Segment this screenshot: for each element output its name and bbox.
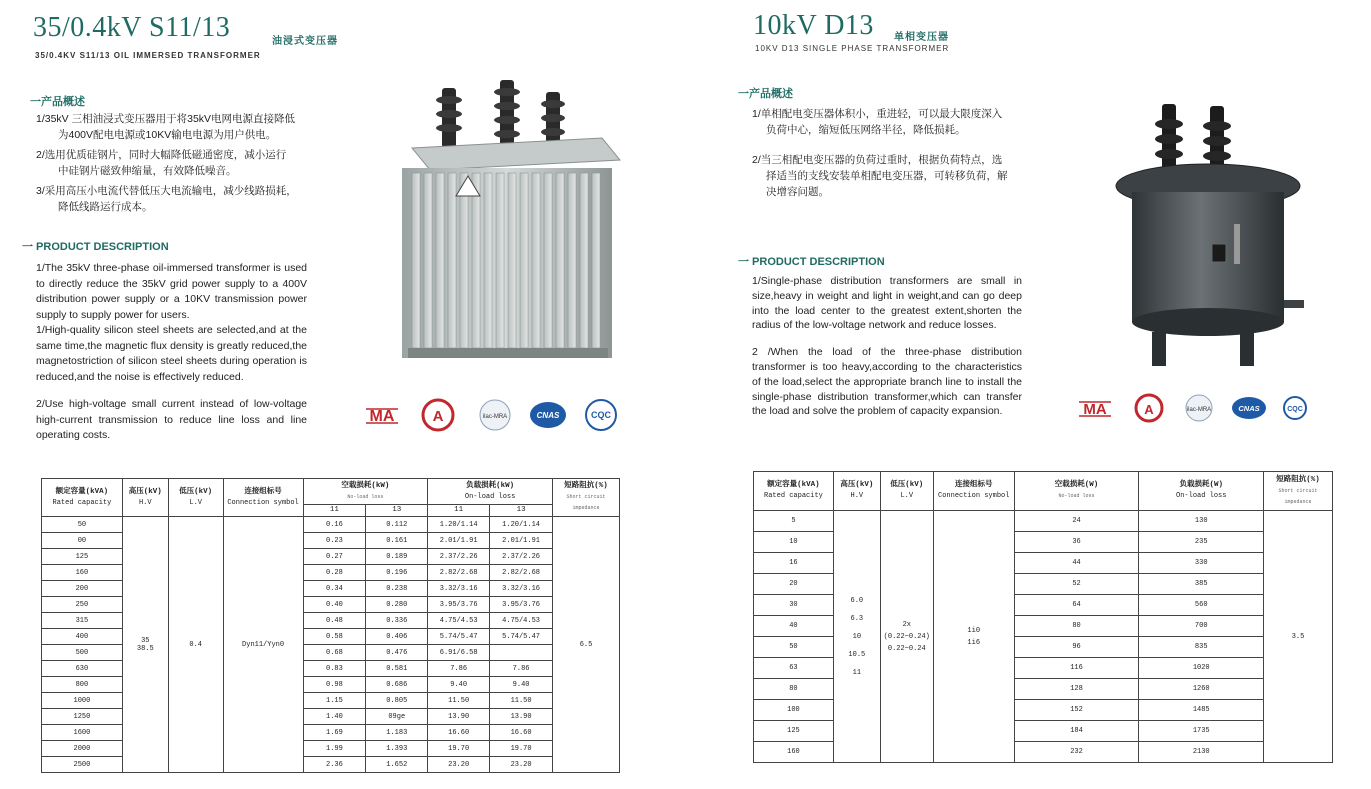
- right-description-heading: 一 PRODUCT DESCRIPTION: [738, 256, 885, 268]
- header-connection: 连接组标号 Connection symbol: [933, 472, 1014, 511]
- noload-cell: 44: [1014, 553, 1139, 574]
- capacity-cell: 16: [754, 553, 834, 574]
- capacity-cell: 63: [754, 658, 834, 679]
- onload-11-cell: 19.70: [428, 741, 490, 757]
- noload-cell: 64: [1014, 595, 1139, 616]
- noload-13-cell: 0.161: [366, 533, 428, 549]
- noload-cell: 152: [1014, 700, 1139, 721]
- onload-13-cell: [490, 645, 553, 661]
- svg-text:ilac-MRA: ilac-MRA: [482, 414, 508, 420]
- onload-11-cell: 23.20: [428, 757, 490, 773]
- left-certification-logos: [362, 398, 620, 432]
- capacity-cell: 100: [754, 700, 834, 721]
- onload-13-cell: 11.50: [490, 693, 553, 709]
- onload-11-cell: 4.75/4.53: [428, 613, 490, 629]
- onload-11-cell: 6.91/6.58: [428, 645, 490, 661]
- cqc-logo-icon: [1282, 395, 1308, 421]
- right-page-subtitle: 10KV D13 SINGLE PHASE TRANSFORMER: [755, 44, 950, 53]
- capacity-cell: 5: [754, 511, 834, 532]
- list-item: 3/采用高压小电流代替低压大电流输电，减少线路损耗， 降低线路运行成本。: [36, 185, 297, 213]
- connection-cell: Dyn11/Yyn0: [223, 517, 303, 773]
- noload-13-cell: 0.280: [366, 597, 428, 613]
- impedance-cell: 3.5: [1264, 511, 1333, 763]
- capacity-cell: 1250: [42, 709, 123, 725]
- noload-cell: 128: [1014, 679, 1139, 700]
- header-lv: 低压(kV) L.V: [880, 472, 933, 511]
- svg-text:MA: MA: [369, 408, 395, 425]
- noload-11-cell: 1.40: [303, 709, 366, 725]
- noload-13-cell: 1.652: [366, 757, 428, 773]
- noload-13-cell: 0.476: [366, 645, 428, 661]
- header-impedance: 短路阻抗(%) Short circuit impedance: [1264, 472, 1333, 511]
- onload-cell: 330: [1139, 553, 1264, 574]
- onload-cell: 1020: [1139, 658, 1264, 679]
- capacity-cell: 80: [754, 679, 834, 700]
- onload-cell: 385: [1139, 574, 1264, 595]
- svg-text:CQC: CQC: [1287, 406, 1303, 413]
- noload-11-cell: 0.98: [303, 677, 366, 693]
- svg-text:CQC: CQC: [591, 410, 611, 420]
- capacity-cell: 50: [42, 517, 123, 533]
- onload-11-cell: 2.82/2.68: [428, 565, 490, 581]
- noload-cell: 184: [1014, 721, 1139, 742]
- header-hv: 高压(kV) H.V: [122, 479, 168, 517]
- right-spec-table: [753, 471, 1333, 763]
- noload-cell: 36: [1014, 532, 1139, 553]
- header-impedance: 短路阻抗(%) Short circuit impedance: [553, 479, 620, 517]
- subheader-13: 13: [490, 505, 553, 517]
- onload-cell: 130: [1139, 511, 1264, 532]
- onload-13-cell: 7.86: [490, 661, 553, 677]
- capacity-cell: 400: [42, 629, 123, 645]
- capacity-cell: 1600: [42, 725, 123, 741]
- noload-13-cell: 0.686: [366, 677, 428, 693]
- onload-13-cell: 19.70: [490, 741, 553, 757]
- capacity-cell: 20: [754, 574, 834, 595]
- onload-11-cell: 3.95/3.76: [428, 597, 490, 613]
- onload-cell: 2130: [1139, 742, 1264, 763]
- noload-13-cell: 0.112: [366, 517, 428, 533]
- noload-13-cell: 0.336: [366, 613, 428, 629]
- single-phase-transformer-image: [1112, 94, 1334, 374]
- table-row: [42, 517, 620, 533]
- onload-cell: 235: [1139, 532, 1264, 553]
- svg-text:ilac-MRA: ilac-MRA: [1186, 407, 1212, 413]
- ilac-mra-logo-icon: [478, 398, 512, 432]
- capacity-cell: 125: [42, 549, 123, 565]
- noload-11-cell: 0.48: [303, 613, 366, 629]
- noload-13-cell: 0.189: [366, 549, 428, 565]
- capacity-cell: 630: [42, 661, 123, 677]
- capacity-cell: 1000: [42, 693, 123, 709]
- onload-cell: 835: [1139, 637, 1264, 658]
- noload-cell: 232: [1014, 742, 1139, 763]
- noload-11-cell: 2.36: [303, 757, 366, 773]
- capacity-cell: 30: [754, 595, 834, 616]
- capacity-cell: 50: [754, 637, 834, 658]
- noload-11-cell: 0.68: [303, 645, 366, 661]
- onload-13-cell: 23.20: [490, 757, 553, 773]
- header-onload: 负载损耗(kW) On-load loss: [428, 479, 553, 505]
- onload-13-cell: 3.95/3.76: [490, 597, 553, 613]
- right-page-title: 10kV D13: [753, 10, 874, 41]
- svg-text:MA: MA: [1083, 401, 1107, 418]
- noload-13-cell: 0.805: [366, 693, 428, 709]
- right-overview-list: [752, 106, 1042, 200]
- connection-cell: 1i0 1i6: [933, 511, 1014, 763]
- header-capacity: 额定容量(kVA) Rated capacity: [754, 472, 834, 511]
- noload-13-cell: 0.406: [366, 629, 428, 645]
- table-row: [754, 511, 1333, 532]
- cal-logo-icon: [1130, 393, 1168, 423]
- svg-text:A: A: [432, 408, 444, 425]
- list-item: 2/选用优质硅钢片，同时大幅降低磁通密度，减小运行 中硅钢片磁致伸缩量，有效降低噪音。: [36, 149, 287, 177]
- onload-13-cell: 13.90: [490, 709, 553, 725]
- header-hv: 高压(kV) H.V: [833, 472, 880, 511]
- header-connection: 连接组标号 Connection symbol: [223, 479, 303, 517]
- left-page-subtitle: 35/0.4KV S11/13 OIL IMMERSED TRANSFORMER: [35, 51, 261, 60]
- onload-11-cell: 9.40: [428, 677, 490, 693]
- header-lv: 低压(kV) L.V: [168, 479, 223, 517]
- list-item: 2/当三相配电变压器的负荷过重时，根据负荷特点，选 择适当的支线安装单相配电变压器，可转移负荷，解 决增容问题。: [752, 154, 1008, 198]
- capacity-cell: 10: [754, 532, 834, 553]
- left-description-text: [36, 261, 307, 444]
- capacity-cell: 500: [42, 645, 123, 661]
- capacity-cell: 800: [42, 677, 123, 693]
- onload-cell: 700: [1139, 616, 1264, 637]
- right-page-title-cn: 单相变压器: [894, 32, 949, 43]
- capacity-cell: 00: [42, 533, 123, 549]
- noload-cell: 96: [1014, 637, 1139, 658]
- onload-11-cell: 13.90: [428, 709, 490, 725]
- ilac-mra-logo-icon: [1182, 393, 1216, 423]
- header-noload: 空载损耗(kW) No-load loss: [303, 479, 428, 505]
- left-description-heading: 一 PRODUCT DESCRIPTION: [22, 241, 169, 253]
- noload-13-cell: 0.581: [366, 661, 428, 677]
- left-spec-table: [41, 478, 620, 773]
- onload-11-cell: 2.01/1.91: [428, 533, 490, 549]
- onload-cell: 1735: [1139, 721, 1264, 742]
- onload-13-cell: 1.20/1.14: [490, 517, 553, 533]
- noload-11-cell: 1.15: [303, 693, 366, 709]
- right-description-text: [752, 274, 1022, 419]
- lv-cell: 2x (0.22~0.24) 0.22~0.24: [880, 511, 933, 763]
- noload-11-cell: 0.34: [303, 581, 366, 597]
- noload-11-cell: 0.23: [303, 533, 366, 549]
- noload-11-cell: 1.69: [303, 725, 366, 741]
- onload-11-cell: 16.60: [428, 725, 490, 741]
- description-paragraph: 1/Single-phase distribution transformers are small in size,heavy in weight and light in weight,and can go deep into the load center to the greatest extent,shorten the radius of the low-voltage network and reduce losses.: [752, 275, 1022, 332]
- capacity-cell: 160: [42, 565, 123, 581]
- header-capacity: 额定容量(kVA) Rated capacity: [42, 479, 123, 517]
- noload-cell: 24: [1014, 511, 1139, 532]
- capacity-cell: 200: [42, 581, 123, 597]
- noload-11-cell: 0.40: [303, 597, 366, 613]
- svg-text:CNAS: CNAS: [536, 411, 560, 420]
- cqc-logo-icon: [582, 398, 620, 432]
- left-page-title: 35/0.4kV S11/13: [33, 12, 231, 43]
- onload-cell: 1260: [1139, 679, 1264, 700]
- right-overview-heading: 一产品概述: [738, 88, 793, 100]
- capacity-cell: 40: [754, 616, 834, 637]
- noload-13-cell: 0.238: [366, 581, 428, 597]
- noload-13-cell: 1.393: [366, 741, 428, 757]
- description-paragraph: 1/High-quality silicon steel sheets are selected,and at the same time,the magnetic flux density is greatly reduced,the magnetostriction of silicon steel sheets during operation is reduced,and the noise is effectively reduced.: [36, 324, 307, 383]
- onload-11-cell: 2.37/2.26: [428, 549, 490, 565]
- noload-11-cell: 0.28: [303, 565, 366, 581]
- noload-11-cell: 0.83: [303, 661, 366, 677]
- list-item: 1/35kV 三相油浸式变压器用于将35kV电网电源直接降低 为400V配电电源或10KV输电电源为用户供电。: [36, 113, 296, 141]
- noload-cell: 116: [1014, 658, 1139, 679]
- lv-cell: 0.4: [168, 517, 223, 773]
- capacity-cell: 250: [42, 597, 123, 613]
- cal-logo-icon: [416, 398, 460, 432]
- onload-13-cell: 2.01/1.91: [490, 533, 553, 549]
- noload-13-cell: 09ge: [366, 709, 428, 725]
- onload-13-cell: 16.60: [490, 725, 553, 741]
- hv-cell: 35 38.5: [122, 517, 168, 773]
- description-paragraph: 1/The 35kV three-phase oil-immersed transformer is used to directly reduce the 35kV grid power supply to a 400V distribution power supply or a 10KV transmission power supply to supply power for users.: [36, 262, 307, 321]
- right-certification-logos: [1076, 393, 1308, 423]
- oil-transformer-image: [372, 78, 662, 368]
- noload-11-cell: 0.58: [303, 629, 366, 645]
- cma-logo-icon: [362, 399, 402, 431]
- cma-logo-icon: [1076, 394, 1114, 422]
- hv-cell: 6.0 6.3 10 10.5 11: [833, 511, 880, 763]
- onload-cell: 1485: [1139, 700, 1264, 721]
- onload-11-cell: 11.50: [428, 693, 490, 709]
- onload-13-cell: 4.75/4.53: [490, 613, 553, 629]
- subheader-11: 11: [428, 505, 490, 517]
- onload-11-cell: 3.32/3.16: [428, 581, 490, 597]
- capacity-cell: 160: [754, 742, 834, 763]
- subheader-11: 11: [303, 505, 366, 517]
- onload-13-cell: 2.82/2.68: [490, 565, 553, 581]
- capacity-cell: 2500: [42, 757, 123, 773]
- noload-11-cell: 1.99: [303, 741, 366, 757]
- noload-cell: 80: [1014, 616, 1139, 637]
- onload-11-cell: 5.74/5.47: [428, 629, 490, 645]
- capacity-cell: 125: [754, 721, 834, 742]
- cnas-logo-icon: [1230, 395, 1268, 421]
- onload-11-cell: 7.86: [428, 661, 490, 677]
- noload-13-cell: 0.196: [366, 565, 428, 581]
- subheader-13: 13: [366, 505, 428, 517]
- impedance-cell: 6.5: [553, 517, 620, 773]
- cnas-logo-icon: [528, 400, 568, 430]
- noload-13-cell: 1.183: [366, 725, 428, 741]
- onload-11-cell: 1.20/1.14: [428, 517, 490, 533]
- left-overview-list: [36, 111, 316, 219]
- noload-11-cell: 0.16: [303, 517, 366, 533]
- left-page-title-cn: 油浸式变压器: [272, 36, 338, 47]
- list-item: 1/单相配电变压器体积小，重进轻，可以最大限度深入 负荷中心，缩短低压网络半径，降低损耗。: [752, 108, 1003, 136]
- svg-text:CNAS: CNAS: [1238, 404, 1260, 413]
- svg-text:A: A: [1144, 402, 1154, 417]
- onload-13-cell: 3.32/3.16: [490, 581, 553, 597]
- onload-cell: 560: [1139, 595, 1264, 616]
- description-paragraph: 2/Use high-voltage small current instead of low-voltage high-current transmission to reduce line loss and line operating costs.: [36, 398, 307, 441]
- description-paragraph: 2 /When the load of the three-phase distribution transformer is too heavy,according to the characteristics of the load,select the appropriate branch line to install the single-phase distribution transformer,which can transfer the load and solve the problem of capacity expansion.: [752, 346, 1022, 418]
- noload-11-cell: 0.27: [303, 549, 366, 565]
- header-noload: 空载损耗(W) No-load loss: [1014, 472, 1139, 511]
- onload-13-cell: 2.37/2.26: [490, 549, 553, 565]
- header-onload: 负载损耗(W) On-load loss: [1139, 472, 1264, 511]
- left-overview-heading: 一产品概述: [30, 96, 85, 108]
- capacity-cell: 315: [42, 613, 123, 629]
- onload-13-cell: 9.40: [490, 677, 553, 693]
- onload-13-cell: 5.74/5.47: [490, 629, 553, 645]
- noload-cell: 52: [1014, 574, 1139, 595]
- capacity-cell: 2000: [42, 741, 123, 757]
